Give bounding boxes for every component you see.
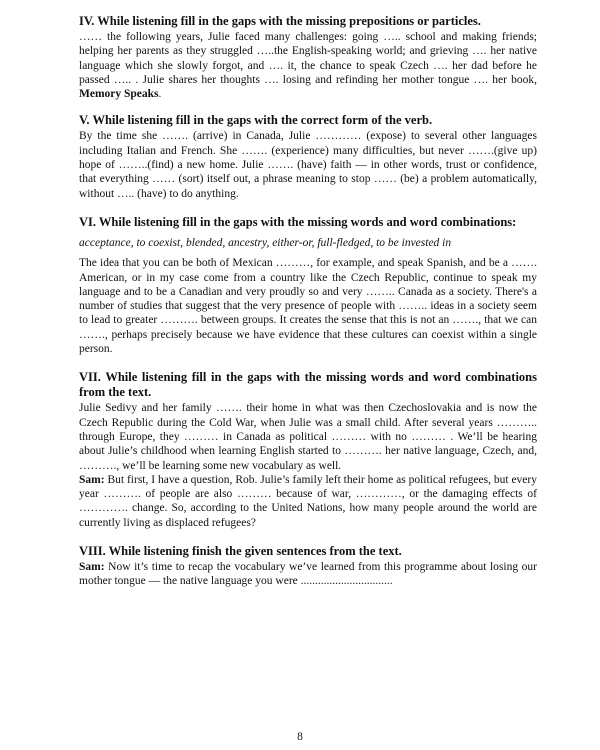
section-viii [79,544,537,589]
speaker-text: But first, I have a question, Rob. Julie’s family left their home as political refugees, but every year ………. of people are also ……… because of war, …………, or the damaging effects of …………. change. So, according to the United Nations, how many people around the world are currently living as displaced refugees? [79,473,537,529]
book-title: Memory Speaks [79,88,159,101]
section-vii [79,370,537,530]
speaker-label: Sam: [79,473,105,486]
section-vi-word-list: acceptance, to coexist, blended, ancestry, either-or, full-fledged, to be invested in [79,236,452,249]
section-iv-text-main: …… the following years, Julie faced many challenges: going ….. school and making friends; helping her parents as they struggled …..the English-speaking world; and grieving …. her native language which she slowly forgot, and …. it, the chance to speak Czech …. her dad before he passed ….. . Julie shares her thoughts …. losing and refinding her mother tongue …. her book, [79,31,537,86]
section-iv-heading: IV. While listening fill in the gaps with the missing prepositions or particles. [79,14,481,28]
speaker-text: Now it’s time to recap the vocabulary we’ve learned from this programme about losing our mother tongue — the native language you were ................................ [79,561,537,588]
section-iv-text [79,30,537,101]
section-vi-heading: VI. While listening fill in the gaps with the missing words and word combinations: [79,214,517,229]
speaker-label: Sam: [79,561,105,574]
section-iv [79,14,537,101]
section-vii-heading: VII. While listening fill in the gaps with the missing words and word combinations from the text. [79,370,537,400]
section-v-text: By the time she ……. (arrive) in Canada, Julie ………… (expose) to several other languages including Italian and French. She ……. (experience) many difficulties, but never …….(give up) hope of ……..(find) a new home. Julie ……. (have) faith — in other words, trust or confidence, that everything …… (sort) itself out, a phrase meaning to stop …… (be) a problem automatically, without ….. (have) to do anything. [79,130,537,200]
section-vii-dialogue [79,473,537,530]
section-vi [79,215,537,356]
section-vii-text: Julie Sedivy and her family ……. their home in what was then Czechoslovakia and is now the Czech Republic during the Cold War, when Julie was a small child. After several years ……….. through Europe, they ……… in Canada as political ……… with no ……… . We’ll be hearing about Julie’s childhood when learning English started to ………. her native language, Czech, and, ………., we’ll be learning some new vocabulary as well. [79,402,537,472]
section-vi-text: The idea that you can be both of Mexican ………, for example, and speak Spanish, and be a ……. American, or in my case come from a country like the Czech Republic, continue to speak my language and to be a Canadian and very proudly so and very …….. Canada as a society. There's a number of studies that suggest that the very presence of people with …….. ideas in a society seem to lead to greater ………. between groups. It creates the sense that this is not an ……., that we can ……., perhaps precisely because we have evidence that these cultures can coexist within a single person. [79,257,537,356]
page-number: 8 [297,731,303,743]
section-viii-heading: VIII. While listening finish the given sentences from the text. [79,544,402,559]
document-page [79,14,537,601]
section-v-heading: V. While listening fill in the gaps with the correct form of the verb. [79,113,433,128]
section-iv-text-end: . [158,88,162,101]
section-v [79,113,537,200]
section-viii-dialogue [79,560,537,589]
